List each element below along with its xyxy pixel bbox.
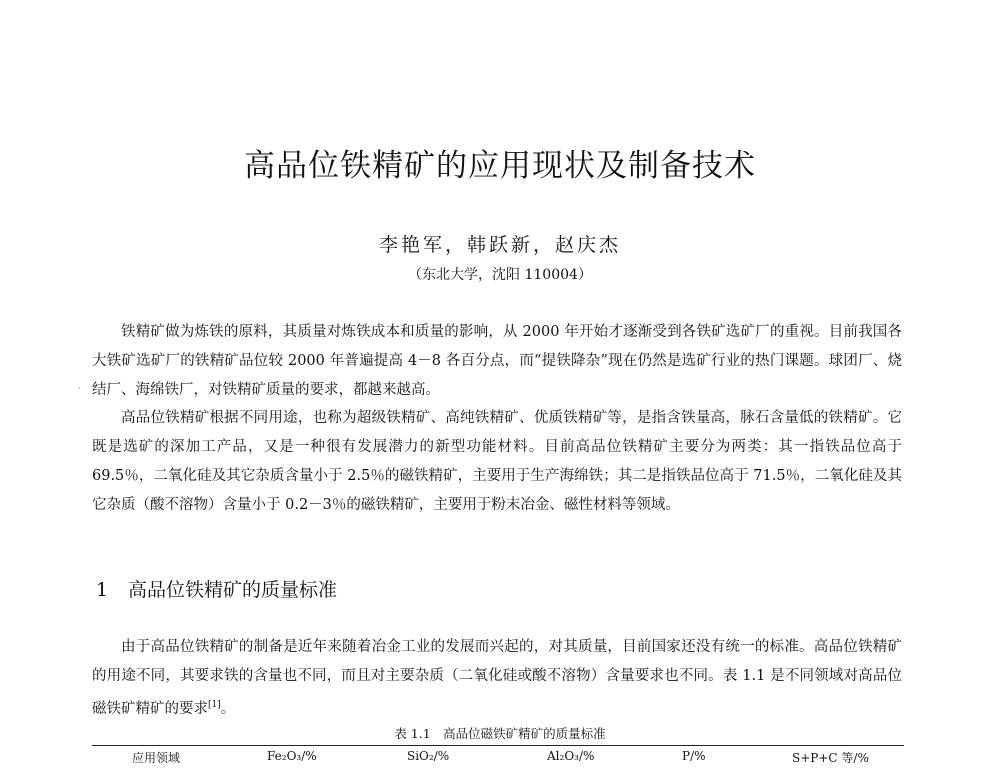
- table-caption: 表 1.1 高品位磁铁矿精矿的质量标准: [394, 726, 606, 741]
- affiliation: （东北大学，沈阳 110004）: [408, 267, 592, 283]
- table-header-cell: Al₂O₃/%: [547, 749, 595, 763]
- paper-title: 高品位铁精矿的应用现状及制备技术: [244, 148, 756, 184]
- table-header-cell: P/%: [682, 749, 706, 763]
- table-header-cell: S+P+C 等/%: [792, 751, 869, 765]
- paragraph-intro: 铁精矿做为炼铁的原料，其质量对炼铁成本和质量的影响，从 2000 年开始才逐渐受到各铁矿选矿厂的重视。目前我国各大铁矿选矿厂的铁精矿品位较 2000 年普遍提高 4－8 各百分点，而“提铁降杂”现在仍然是选矿行业的热门课题。球团厂、烧结厂、海绵铁厂，对铁精矿质量的要求，都越来越高。: [92, 324, 902, 398]
- scan-speck: ·: [78, 384, 81, 393]
- authors: 李艳军，韩跃新，赵庆杰: [378, 234, 621, 256]
- paragraph-standards: [92, 633, 902, 724]
- table-header-cell: Fe₂O₃/%: [267, 749, 317, 763]
- table-header-cell: SiO₂/%: [407, 749, 450, 763]
- paragraph-definition: 高品位铁精矿根据不同用途，也称为超级铁精矿、高纯铁精矿、优质铁精矿等，是指含铁量高，脉石含量低的铁精矿。它既是选矿的深加工产品，又是一种很有发展潜力的新型功能材料。目前高品位铁精矿主要分为两类：其一指铁品位高于 69.5％，二氧化硅及其它杂质含量小于 2.5％的磁铁精矿，主要用于生产海绵铁；其二是指铁品位高于 71.5％，二氧化硅及其它杂质（酸不溶物）含量小于 0.2－3％的磁铁精矿，主要用于粉末冶金、磁性材料等领域。: [92, 410, 902, 513]
- table-header-row: [92, 749, 904, 773]
- paragraph-standards-text: 由于高品位铁精矿的制备是近年来随着冶金工业的发展而兴起的，对其质量，目前国家还没有统一的标准。高品位铁精矿的用途不同，其要求铁的含量也不同，而且对主要杂质（二氧化硅或酸不溶物）含量要求也不同。表 1.1 是不同领域对高品位磁铁矿精矿的要求: [92, 639, 902, 717]
- section-heading: [96, 575, 337, 602]
- table-header-cell: 应用领域: [132, 751, 181, 765]
- table-top-rule: [92, 745, 904, 746]
- paragraph-standards-end: 。: [220, 700, 236, 717]
- section-number: 1: [96, 579, 109, 601]
- citation-ref[interactable]: [1]: [208, 700, 221, 710]
- section-title: 高品位铁精矿的质量标准: [128, 579, 338, 601]
